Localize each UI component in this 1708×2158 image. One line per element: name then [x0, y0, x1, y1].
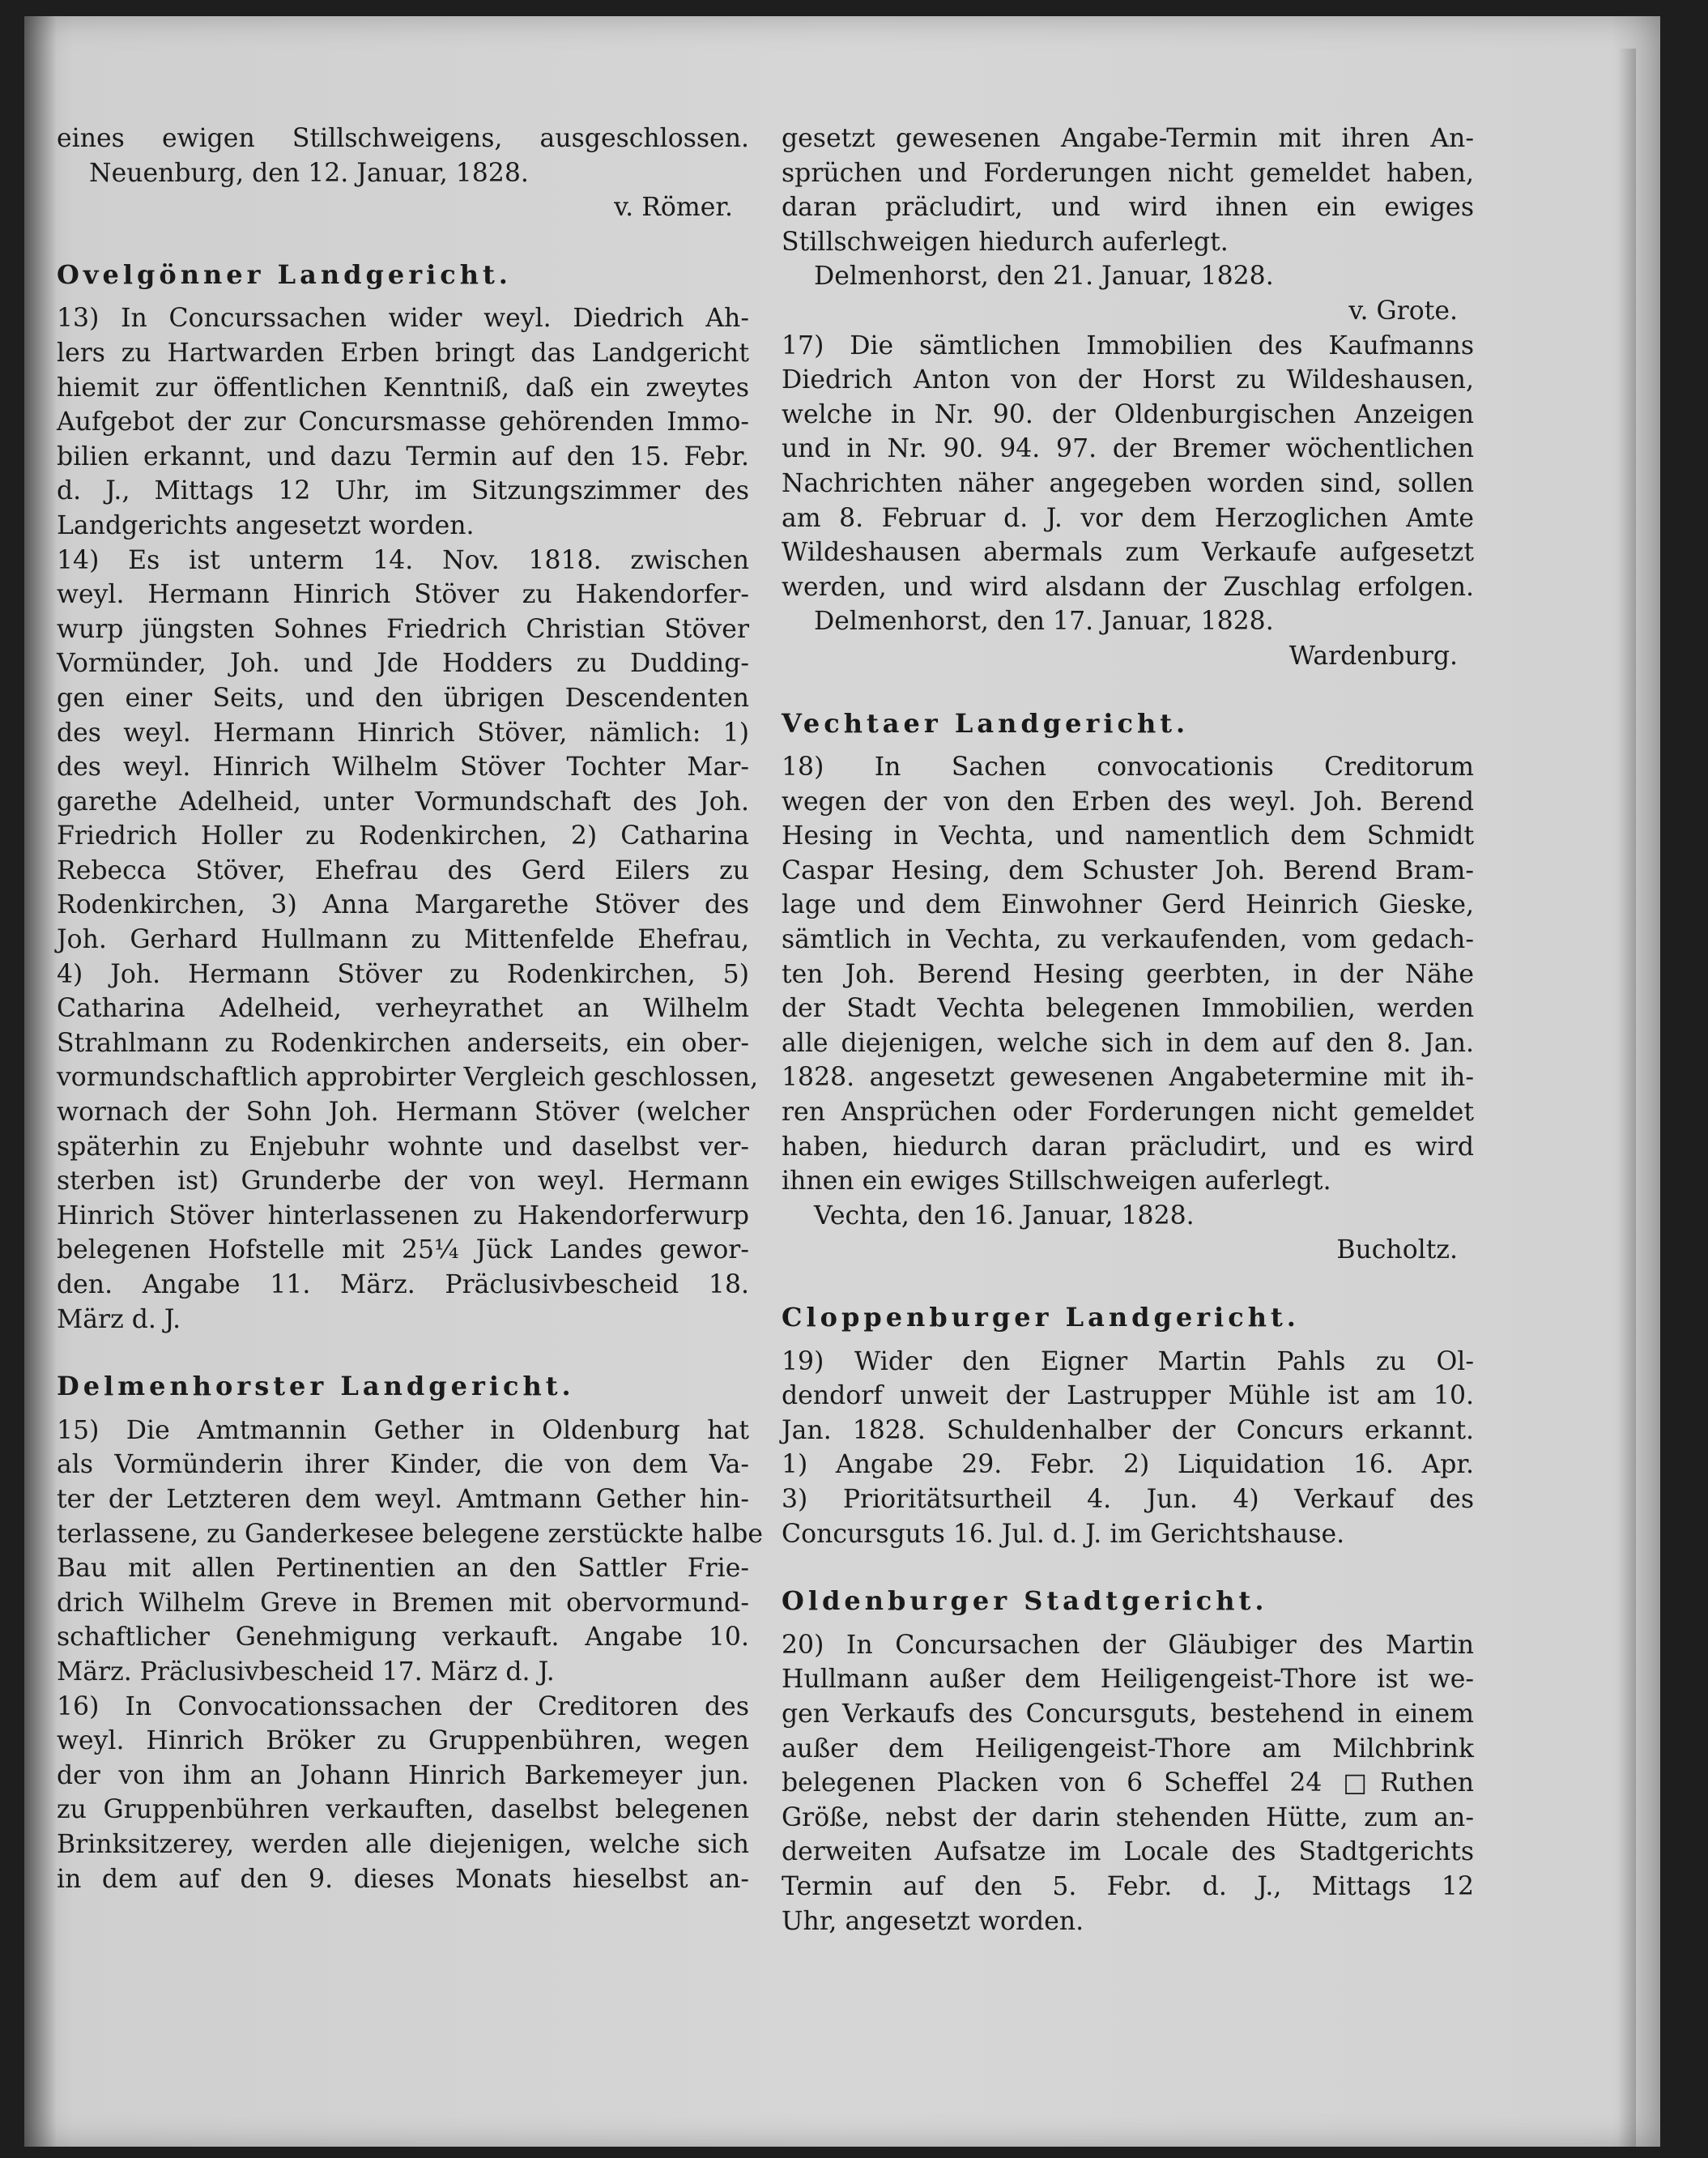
text-line: sterben ist) Grunderbe der von weyl. Hermann: [57, 1166, 749, 1196]
text-line: d. J., Mittags 12 Uhr, im Sitzungszimmer des: [57, 476, 749, 506]
text-line: Stillschweigen hiedurch auferlegt.: [782, 227, 1229, 257]
text-line: Diedrich Anton von der Horst zu Wildeshausen,: [782, 365, 1474, 395]
text-line: Jan. 1828. Schuldenhalber der Concurs erkannt.: [782, 1415, 1474, 1445]
text-line: der von ihm an Johann Hinrich Barkemeyer jun.: [57, 1760, 749, 1790]
text-line: Rebecca Stöver, Ehefrau des Gerd Eilers zu: [57, 855, 749, 885]
section-heading: Vechtaer Landgericht.: [782, 707, 1190, 739]
notice-16-continued: [782, 122, 1474, 329]
text-line: ten Joh. Berend Hesing geerbten, in der Nähe: [782, 959, 1474, 989]
text-line: 1828. angesetzt gewesenen Angabetermine mit ih-: [782, 1063, 1474, 1093]
text-line: alle diejenigen, welche sich in dem auf den 8. Jan.: [782, 1028, 1474, 1058]
text-line: hiemit zur öffentlichen Kenntniß, daß ein zweytes: [57, 373, 749, 403]
text-line: gen Verkaufs des Concursguts, bestehend in einem: [782, 1699, 1474, 1729]
text-line: belegenen Placken von 6 Scheffel 24 □Ruthen: [782, 1768, 1474, 1798]
intro-block: [57, 122, 749, 225]
text-line: derweiten Aufsatze im Locale des Stadtgerichts: [782, 1837, 1474, 1867]
text-line: schaftlicher Genehmigung verkauft. Angabe 10.: [57, 1623, 749, 1653]
text-line: März d. J.: [57, 1304, 181, 1334]
text-line: bilien erkannt, und dazu Termin auf den 15. Febr.: [57, 441, 749, 471]
place-date-line: Neuenburg, den 12. Januar, 1828.: [89, 158, 529, 188]
notice-20: [782, 1628, 1474, 1938]
text-line: und in Nr. 90. 94. 97. der Bremer wöchentlichen: [782, 434, 1474, 464]
text-line: 14) Es ist unterm 14. Nov. 1818. zwischen: [57, 545, 749, 575]
text-line: eines ewigen Stillschweigens, ausgeschlossen.: [57, 124, 749, 153]
text-line: in dem auf den 9. dieses Monats hieselbst an-: [57, 1864, 749, 1894]
text-line: lers zu Hartwarden Erben bringt das Landgericht: [57, 338, 749, 368]
signature: v. Römer.: [614, 193, 733, 223]
text-line: Rodenkirchen, 3) Anna Margarethe Stöver des: [57, 890, 749, 920]
place-date-line: Delmenhorst, den 17. Januar, 1828.: [814, 607, 1274, 637]
text-line: Wildeshausen abermals zum Verkaufe aufgesetzt: [782, 538, 1474, 568]
section-heading: Oldenburger Stadtgericht.: [782, 1585, 1268, 1617]
text-line: des weyl. Hermann Hinrich Stöver, nämlich: 1): [57, 718, 749, 748]
text-line: drich Wilhelm Greve in Bremen mit obervormund-: [57, 1588, 749, 1618]
text-line: 19) Wider den Eigner Martin Pahls zu Ol-: [782, 1346, 1474, 1376]
notice-16: [57, 1690, 749, 1897]
text-line: Catharina Adelheid, verheyrathet an Wilhelm: [57, 994, 749, 1024]
notice-13: [57, 301, 749, 543]
text-line: dendorf unweit der Lastrupper Mühle ist am 10.: [782, 1381, 1474, 1411]
text-line: 16) In Convocationssachen der Creditoren des: [57, 1691, 749, 1721]
text-line: 3) Prioritätsurtheil 4. Jun. 4) Verkauf des: [782, 1484, 1474, 1514]
text-line: ter der Letzteren dem weyl. Amtmann Gether hin-: [57, 1484, 749, 1514]
text-line: Concursguts 16. Jul. d. J. im Gerichtshause.: [782, 1519, 1345, 1549]
signature: Bucholtz.: [1336, 1235, 1458, 1265]
text-line: wornach der Sohn Joh. Hermann Stöver (welcher: [57, 1098, 749, 1128]
text-line: späterhin zu Enjebuhr wohnte und daselbst ver-: [57, 1132, 749, 1162]
place-date-line: Delmenhorst, den 21. Januar, 1828.: [814, 262, 1274, 292]
text-line: haben, hiedurch daran präcludirt, und es wird: [782, 1132, 1474, 1162]
right-column: [782, 122, 1474, 1938]
page-edge-shadow: [1618, 49, 1636, 2147]
text-line: März. Präclusivbescheid 17. März d. J.: [57, 1657, 555, 1687]
text-line: 15) Die Amtmannin Gether in Oldenburg hat: [57, 1415, 749, 1445]
text-line: 17) Die sämtlichen Immobilien des Kaufmanns: [782, 331, 1474, 360]
text-line: sprüchen und Forderungen nicht gemeldet haben,: [782, 158, 1474, 188]
text-line: Joh. Gerhard Hullmann zu Mittenfelde Ehefrau,: [57, 925, 749, 955]
text-line: Nachrichten näher angegeben worden sind, sollen: [782, 468, 1474, 498]
text-line: gen einer Seits, und den übrigen Descendenten: [57, 683, 749, 713]
text-line: Bau mit allen Pertinentien an den Sattler Frie-: [57, 1554, 749, 1584]
text-line: 4) Joh. Hermann Stöver zu Rodenkirchen, 5): [57, 959, 749, 989]
text-line: Uhr, angesetzt worden.: [782, 1906, 1084, 1936]
text-line: der Stadt Vechta belegenen Immobilien, werden: [782, 994, 1474, 1024]
notice-18: [782, 750, 1474, 1268]
text-line: Vormünder, Joh. und Jde Hodders zu Dudding-: [57, 649, 749, 679]
text-line: als Vormünderin ihrer Kinder, die von dem Va-: [57, 1450, 749, 1480]
text-line: weyl. Hinrich Bröker zu Gruppenbühren, wegen: [57, 1726, 749, 1756]
signature: v. Grote.: [1348, 296, 1458, 326]
text-line: Hinrich Stöver hinterlassenen zu Hakendorferwurp: [57, 1201, 749, 1230]
binding-gutter: [24, 16, 57, 2147]
text-line: außer dem Heiligengeist-Thore am Milchbrink: [782, 1734, 1474, 1764]
notice-17: [782, 329, 1474, 674]
notice-14: [57, 544, 759, 1337]
section-heading: Cloppenburger Landgericht.: [782, 1302, 1300, 1333]
section-heading: Delmenhorster Landgericht.: [57, 1371, 575, 1402]
section-heading: Ovelgönner Landgericht.: [57, 258, 512, 290]
text-line: den. Angabe 11. März. Präclusivbescheid 18.: [57, 1270, 749, 1299]
text-line: 18) In Sachen convocationis Creditorum: [782, 753, 1474, 783]
text-line: weyl. Hermann Hinrich Stöver zu Hakendorfer-: [57, 580, 749, 610]
text-line: Landgerichts angesetzt worden.: [57, 510, 475, 540]
text-line: welche in Nr. 90. der Oldenburgischen Anzeigen: [782, 399, 1474, 429]
text-line: belegenen Hofstelle mit 25¼ Jück Landes gewor-: [57, 1235, 749, 1265]
text-line: daran präcludirt, und wird ihnen ein ewiges: [782, 193, 1474, 223]
notice-19: [782, 1345, 1474, 1552]
text-line: sämtlich in Vechta, zu verkaufenden, vom gedach-: [782, 925, 1474, 955]
text-line: terlassene, zu Ganderkesee belegene zerstückte halbe: [57, 1519, 763, 1549]
text-line: Größe, nebst der darin stehenden Hütte, zum an-: [782, 1802, 1474, 1832]
text-line: ren Ansprüchen oder Forderungen nicht gemeldet: [782, 1098, 1474, 1128]
text-line: ihnen ein ewiges Stillschweigen auferlegt.: [782, 1166, 1331, 1196]
left-column: [57, 122, 763, 1896]
text-line: zu Gruppenbühren verkauften, daselbst belegenen: [57, 1795, 749, 1825]
text-line: Caspar Hesing, dem Schuster Joh. Berend Bram-: [782, 855, 1474, 885]
place-date-line: Vechta, den 16. Januar, 1828.: [814, 1201, 1195, 1230]
text-line: Hesing in Vechta, und namentlich dem Schmidt: [782, 821, 1474, 851]
signature: Wardenburg.: [1288, 641, 1458, 671]
text-line: Aufgebot der zur Concursmasse gehörenden Immo-: [57, 407, 749, 437]
text-line: lage und dem Einwohner Gerd Heinrich Gieske,: [782, 890, 1474, 920]
text-line: des weyl. Hinrich Wilhelm Stöver Tochter Mar-: [57, 753, 749, 783]
text-line: Hullmann außer dem Heiligengeist-Thore ist we-: [782, 1665, 1474, 1695]
text-line: am 8. Februar d. J. vor dem Herzoglichen Amte: [782, 503, 1474, 533]
text-line: gesetzt gewesenen Angabe-Termin mit ihren An-: [782, 124, 1474, 153]
text-line: garethe Adelheid, unter Vormundschaft des Joh.: [57, 787, 749, 817]
notice-15: [57, 1414, 763, 1690]
text-line: vormundschaftlich approbirter Vergleich geschlossen,: [57, 1063, 759, 1093]
text-line: Strahlmann zu Rodenkirchen anderseits, ein ober-: [57, 1028, 749, 1058]
text-line: Termin auf den 5. Febr. d. J., Mittags 12: [782, 1871, 1474, 1901]
text-line: werden, und wird alsdann der Zuschlag erfolgen.: [782, 572, 1474, 602]
text-line: 20) In Concursachen der Gläubiger des Martin: [782, 1630, 1474, 1660]
text-line: 13) In Concurssachen wider weyl. Diedrich Ah-: [57, 304, 749, 334]
text-line: Brinksitzerey, werden alle diejenigen, welche sich: [57, 1829, 749, 1859]
text-line: wurp jüngsten Sohnes Friedrich Christian Stöver: [57, 614, 749, 644]
text-line: Friedrich Holler zu Rodenkirchen, 2) Catharina: [57, 821, 749, 851]
text-line: 1) Angabe 29. Febr. 2) Liquidation 16. Apr.: [782, 1450, 1474, 1480]
text-line: wegen der von den Erben des weyl. Joh. Berend: [782, 787, 1474, 817]
